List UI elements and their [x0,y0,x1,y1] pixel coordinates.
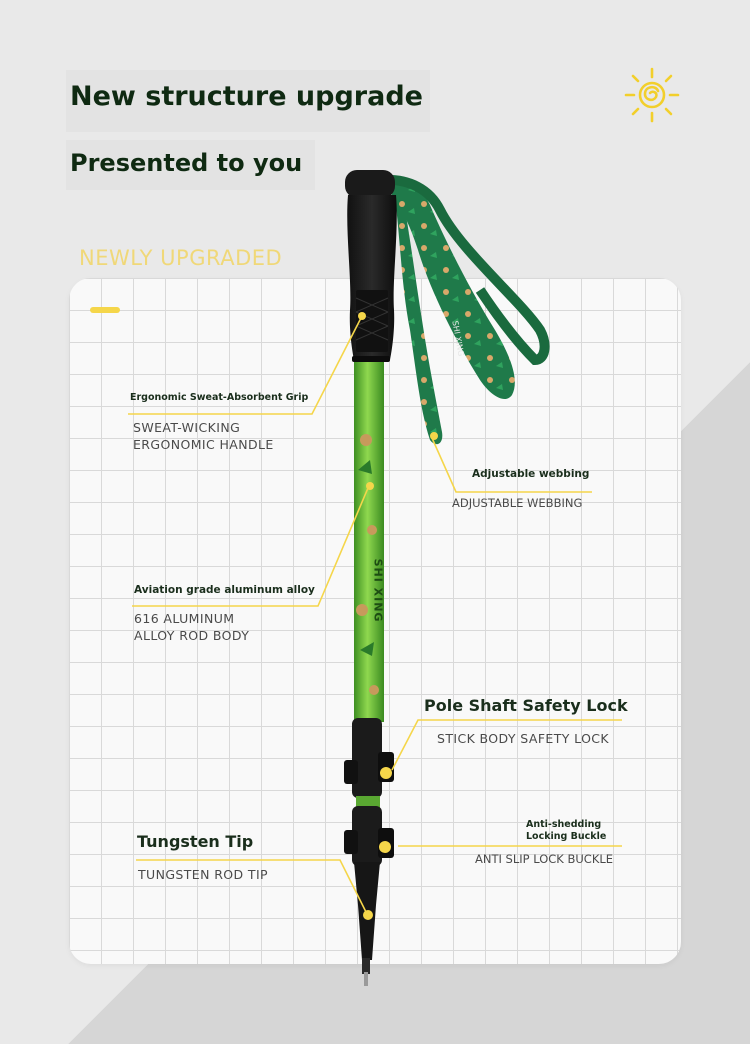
strap-brand-text: SHI XING [450,319,466,358]
title-line-2: Presented to you [66,140,315,190]
alloy-callout-line1: 616 ALUMINUM [134,611,235,626]
shaft-brand-text: SHI XING [371,558,385,623]
shaft-safety-lock [344,718,394,808]
newly-upgraded-tagline: NEWLY UPGRADED [79,246,283,270]
buckle-callout-title-line2: Locking Buckle [526,831,607,842]
grip-callout-title: Ergonomic Sweat-Absorbent Grip [130,392,309,403]
lock-callout-title: Pole Shaft Safety Lock [424,696,628,715]
grip-callout-line1: SWEAT-WICKING [133,420,241,435]
locking-buckle [344,806,394,866]
tip-callout-title: Tungsten Tip [137,832,254,851]
aluminum-shaft [354,362,384,722]
wrist-strap [380,177,545,444]
webbing-callout-title: Adjustable webbing [472,468,590,480]
grip-callout-line2: ERGONOMIC HANDLE [133,437,274,452]
buckle-callout-title-line1: Anti-shedding [526,819,602,830]
tip-callout-subtitle: TUNGSTEN ROD TIP [138,867,268,882]
title-line-1: New structure upgrade [66,70,430,132]
tungsten-tip [354,862,380,986]
alloy-callout-title: Aviation grade aluminum alloy [134,584,315,596]
buckle-callout-subtitle: ANTI SLIP LOCK BUCKLE [475,852,614,866]
lock-callout-subtitle: STICK BODY SAFETY LOCK [437,731,610,746]
webbing-callout-subtitle: ADJUSTABLE WEBBING [452,496,583,510]
alloy-callout-line2: ALLOY ROD BODY [134,628,250,643]
